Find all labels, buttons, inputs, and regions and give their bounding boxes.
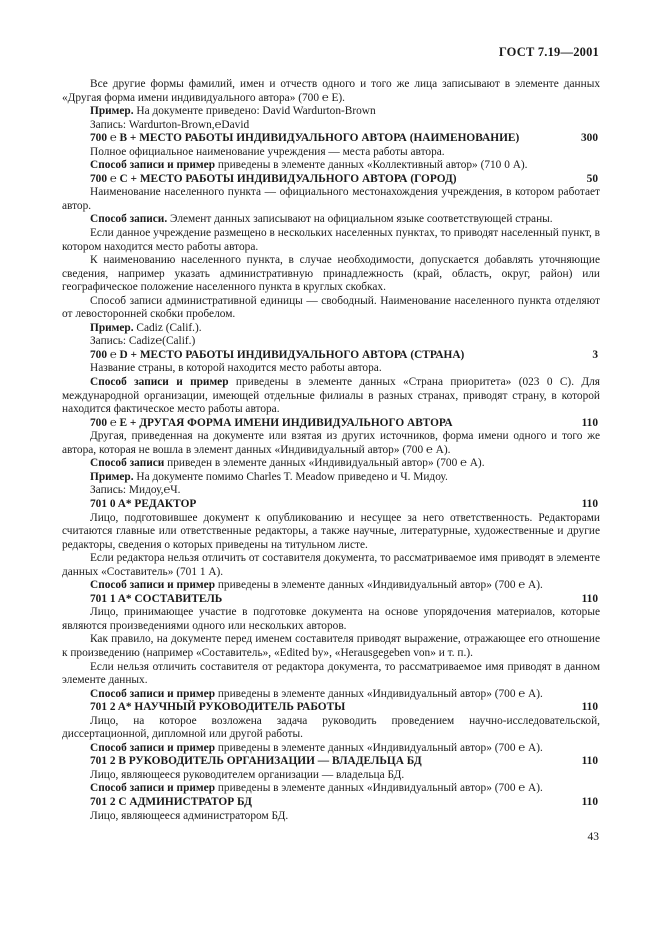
record-heading-length: 50 bbox=[586, 172, 598, 185]
record-heading-title: 701 2 C АДМИНИСТРАТОР БД bbox=[90, 795, 252, 808]
paragraph-text: Лицо, являющееся руководителем организации — владельца БД. bbox=[90, 768, 405, 781]
record-heading-title: 701 2 A* НАУЧНЫЙ РУКОВОДИТЕЛЬ РАБОТЫ bbox=[90, 701, 346, 714]
paragraph-label: Способ записи и пример bbox=[90, 159, 215, 172]
paragraph bbox=[62, 552, 600, 579]
paragraph-text: Лицо, являющееся администратором БД. bbox=[90, 809, 289, 822]
paragraph bbox=[62, 484, 600, 498]
paragraph bbox=[62, 119, 600, 133]
paragraph bbox=[62, 159, 600, 173]
paragraph-label: Способ записи и пример bbox=[90, 741, 215, 754]
paragraph-text: Запись: Мидоу,℮Ч. bbox=[90, 484, 181, 497]
paragraph bbox=[62, 742, 600, 756]
paragraph-text: Наименование населенного пункта — официального местонахождения учреждения, в котором работает автор. bbox=[62, 186, 600, 212]
record-heading bbox=[62, 349, 600, 363]
paragraph-label: Пример. bbox=[90, 105, 134, 118]
paragraph-text: Полное официальное наименование учреждения — места работы автора. bbox=[90, 145, 445, 158]
paragraph-text: приведены в элементе данных «Индивидуальный автор» (700 ℮ A). bbox=[215, 782, 543, 795]
record-heading bbox=[62, 755, 600, 769]
paragraph-text: Другая, приведенная на документе или взятая из других источников, форма имени одного и того же автора, которая не вошла в элемент данных «Индивидуальный автор» (700 ℮ A). bbox=[62, 430, 600, 456]
paragraph bbox=[62, 810, 600, 824]
record-heading bbox=[62, 593, 600, 607]
paragraph bbox=[62, 782, 600, 796]
paragraph-text: Лицо, принимающее участие в подготовке документа на основе упорядочения материалов, которые являются произведениями одного или нескольких авторов. bbox=[62, 606, 600, 632]
paragraph bbox=[62, 633, 600, 660]
paragraph-text: Способ записи административной единицы — свободный. Наименование населенного пункта отделяют от левосторонней скобки пробелом. bbox=[62, 294, 600, 321]
paragraph-text: приведены в элементе данных «Страна приоритета» (023 0 C). Для международной организации, имеющей отдельные филиалы в разных странах, приводят страну, в которой находится фактическое место работы автора. bbox=[62, 376, 600, 416]
page-number: 43 bbox=[587, 831, 599, 843]
paragraph-text: Все другие формы фамилий, имен и отчеств одного и того же лица записывают в элементе данных «Другая форма имени индивидуального автора» (700 ℮ E). bbox=[62, 78, 600, 104]
paragraph-label: Способ записи и пример bbox=[90, 579, 215, 592]
paragraph bbox=[62, 661, 600, 688]
paragraph-text: Как правило, на документе перед именем составителя приводят выражение, отражающее его отношение к произведению (например «Составитель», «Edited by», «Herausgegeben von» и т. п.). bbox=[62, 633, 600, 659]
record-heading-length: 110 bbox=[581, 755, 598, 768]
record-heading-length: 3 bbox=[592, 348, 598, 361]
paragraph-text: Если редактора нельзя отличить от составителя документа, то рассматриваемое имя приводят в элементе данных «Составитель» (701 1 A). bbox=[62, 552, 600, 578]
paragraph bbox=[62, 688, 600, 702]
document-body bbox=[62, 78, 600, 823]
paragraph-text: Cadiz (Calif.). bbox=[133, 321, 202, 334]
record-heading bbox=[62, 173, 600, 187]
paragraph bbox=[62, 715, 600, 742]
record-heading bbox=[62, 132, 600, 146]
paragraph-text: приведен в элементе данных «Индивидуальный автор» (700 ℮ A). bbox=[164, 457, 485, 470]
paragraph-text: Название страны, в которой находится место работы автора. bbox=[90, 362, 382, 375]
paragraph bbox=[62, 146, 600, 160]
paragraph-text: приведены в элементе данных «Индивидуальный автор» (700 ℮ A). bbox=[215, 687, 543, 700]
record-heading bbox=[62, 796, 600, 810]
paragraph bbox=[62, 471, 600, 485]
record-heading bbox=[62, 498, 600, 512]
paragraph bbox=[62, 105, 600, 119]
paragraph-text: К наименованию населенного пункта, в случае необходимости, допускается добавлять уточняющие сведения, например указать административную принадлежность (край, область, округ, район) или географическое положение населенного пункта в круглых скобках. bbox=[62, 254, 600, 294]
paragraph bbox=[62, 606, 600, 633]
record-heading-title: 701 1 A* СОСТАВИТЕЛЬ bbox=[90, 592, 223, 605]
paragraph bbox=[62, 78, 600, 105]
paragraph bbox=[62, 579, 600, 593]
record-heading-length: 110 bbox=[581, 416, 598, 429]
paragraph bbox=[62, 227, 600, 254]
paragraph bbox=[62, 512, 600, 553]
record-heading-length: 300 bbox=[580, 132, 598, 145]
paragraph-text: Если данное учреждение размещено в нескольких населенных пунктах, то приводят населенный пункт, в котором находится место работы автора. bbox=[62, 227, 600, 253]
paragraph-label: Пример. bbox=[90, 470, 134, 483]
paragraph bbox=[62, 769, 600, 783]
record-heading-length: 110 bbox=[581, 795, 598, 808]
record-heading bbox=[62, 701, 600, 715]
standard-header: ГОСТ 7.19—2001 bbox=[498, 45, 599, 59]
paragraph-text: Если нельзя отличить составителя от редактора документа, то рассматриваемое имя приводят в данном элементе данных. bbox=[62, 660, 600, 687]
paragraph-label: Способ записи и пример bbox=[90, 782, 215, 795]
paragraph-text: Запись: Cadiz℮(Calif.) bbox=[90, 335, 196, 348]
paragraph-text: Лицо, подготовившее документ к опубликованию и несущее за него ответственность. Редакторами считаются главные или ответственные редакторы, а также научные, литературные, художественные и другие редакторы, сведения о которых приведены на титульном листе. bbox=[62, 511, 600, 551]
paragraph-text: Лицо, на которое возложена задача руководить проведением научно-исследовательской, диссертационной, дипломной или другой работы. bbox=[62, 714, 600, 741]
paragraph-text: приведены в элементе данных «Коллективный автор» (710 0 A). bbox=[215, 159, 528, 172]
paragraph-label: Способ записи bbox=[90, 457, 165, 470]
paragraph-label: Способ записи. bbox=[90, 213, 168, 226]
record-heading-title: 700 ℮ B + МЕСТО РАБОТЫ ИНДИВИДУАЛЬНОГО АВТОРА (НАИМЕНОВАНИЕ) bbox=[90, 132, 520, 145]
paragraph bbox=[62, 322, 600, 336]
paragraph bbox=[62, 457, 600, 471]
record-heading-title: 701 2 B РУКОВОДИТЕЛЬ ОРГАНИЗАЦИИ — ВЛАДЕЛЬЦА БД bbox=[90, 755, 422, 768]
paragraph-text: приведены в элементе данных «Индивидуальный автор» (700 ℮ A). bbox=[215, 579, 543, 592]
paragraph-label: Способ записи и пример bbox=[90, 687, 215, 700]
paragraph bbox=[62, 213, 600, 227]
record-heading-length: 110 bbox=[581, 701, 598, 714]
record-heading-title: 700 ℮ D + МЕСТО РАБОТЫ ИНДИВИДУАЛЬНОГО АВТОРА (СТРАНА) bbox=[90, 348, 465, 361]
paragraph bbox=[62, 186, 600, 213]
paragraph bbox=[62, 376, 600, 417]
paragraph bbox=[62, 362, 600, 376]
paragraph bbox=[62, 254, 600, 295]
paragraph-text: Элемент данных записывают на официальном языке соответствующей страны. bbox=[167, 213, 553, 226]
paragraph-text: Запись: Wardurton-Brown,℮David bbox=[90, 118, 250, 131]
paragraph-label: Способ записи и пример bbox=[90, 376, 229, 389]
record-heading-length: 110 bbox=[581, 592, 598, 605]
paragraph-text: На документе приведено: David Wardurton-Brown bbox=[133, 105, 376, 118]
paragraph bbox=[62, 430, 600, 457]
paragraph-text: На документе помимо Charles T. Meadow приведено и Ч. Мидоу. bbox=[133, 470, 448, 483]
paragraph bbox=[62, 335, 600, 349]
record-heading-length: 110 bbox=[581, 497, 598, 510]
record-heading-title: 701 0 A* РЕДАКТОР bbox=[90, 497, 197, 510]
paragraph bbox=[62, 295, 600, 322]
record-heading-title: 700 ℮ E + ДРУГАЯ ФОРМА ИМЕНИ ИНДИВИДУАЛЬНОГО АВТОРА bbox=[90, 416, 453, 429]
paragraph-text: приведены в элементе данных «Индивидуальный автор» (700 ℮ A). bbox=[215, 741, 543, 754]
record-heading bbox=[62, 417, 600, 431]
record-heading-title: 700 ℮ C + МЕСТО РАБОТЫ ИНДИВИДУАЛЬНОГО АВТОРА (ГОРОД) bbox=[90, 172, 457, 185]
paragraph-label: Пример. bbox=[90, 321, 134, 334]
